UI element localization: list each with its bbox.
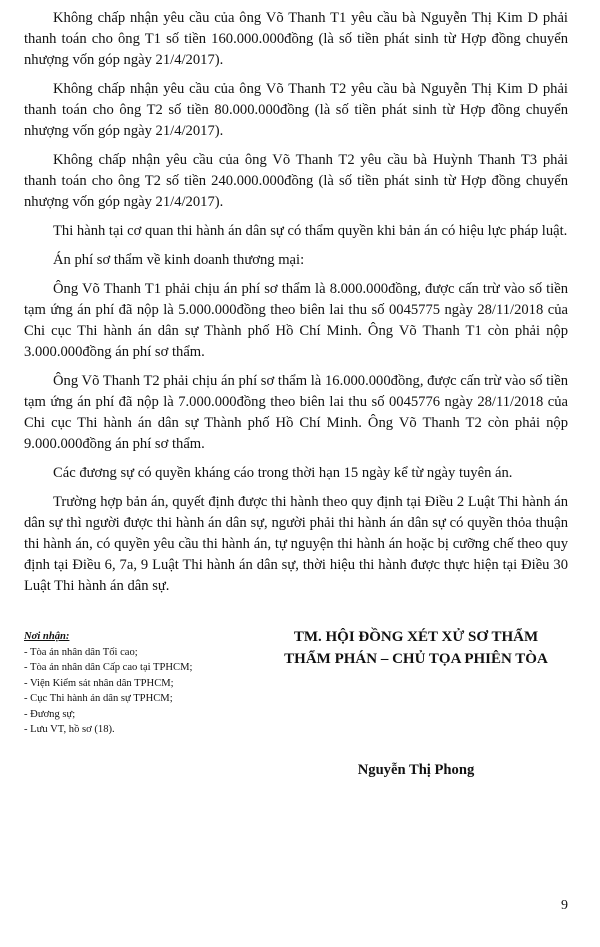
list-item: - Viện Kiểm sát nhân dân TPHCM; <box>24 677 174 689</box>
paragraph: Ông Võ Thanh T1 phải chịu án phí sơ thẩm là 8.000.000đồng, được cấn trừ vào số tiền tạm ứng án phí đã nộp là 5.000.000đồng theo biên lai thu số 0045775 ngày 28/11/2018 của Chi cục Thi hành án dân sự Thành phố Hồ Chí Minh. Ông Võ Thanh T1 còn phải nộp 3.000.000đồng án phí sơ thẩm. <box>24 281 568 360</box>
list-item: - Đương sự; <box>24 708 76 720</box>
paragraph: Án phí sơ thẩm về kinh doanh thương mại: <box>53 252 305 268</box>
paragraph: Không chấp nhận yêu cầu của ông Võ Thanh T1 yêu cầu bà Nguyễn Thị Kim D phải thanh toán cho ông T1 số tiền 160.000.000đồng (là số tiền phát sinh từ Hợp đồng chuyển nhượng vốn góp ngày 21/4/2017). <box>24 10 568 68</box>
paragraph: Không chấp nhận yêu cầu của ông Võ Thanh T2 yêu cầu bà Huỳnh Thanh T3 phải thanh toán cho ông T2 số tiền 240.000.000đồng (là số tiền phát sinh từ Hợp đồng chuyển nhượng vốn góp ngày 21/4/2017). <box>24 152 568 210</box>
paragraph: Ông Võ Thanh T2 phải chịu án phí sơ thẩm là 16.000.000đồng, được cấn trừ vào số tiền tạm ứng án phí đã nộp là 7.000.000đồng theo biên lai thu số 0045776 ngày 28/11/2018 của Chi cục Thi hành án dân sự Thành phố Hồ Chí Minh. Ông Võ Thanh T2 còn phải nộp 9.000.000đồng án phí sơ thẩm. <box>24 373 568 452</box>
list-item: - Cục Thi hành án dân sự TPHCM; <box>24 693 173 704</box>
page-number: 9 <box>561 898 568 913</box>
paragraph: Các đương sự có quyền kháng cáo trong thời hạn 15 ngày kể từ ngày tuyên án. <box>53 465 513 481</box>
recipients-list <box>24 645 264 738</box>
paragraph: Không chấp nhận yêu cầu của ông Võ Thanh T2 yêu cầu bà Nguyễn Thị Kim D phải thanh toán cho ông T2 số tiền 80.000.000đồng (là số tiền phát sinh từ Hợp đồng chuyển nhượng vốn góp ngày 21/4/2017). <box>24 81 568 139</box>
paragraph: Thi hành tại cơ quan thi hành án dân sự có thẩm quyền khi bản án có hiệu lực pháp luật. <box>53 223 568 239</box>
recipients-block <box>24 629 264 738</box>
signer-name: Nguyễn Thị Phong <box>357 762 475 778</box>
list-item: - Tòa án nhân dân Tối cao; <box>24 646 138 658</box>
recipients-title: Nơi nhận: <box>24 631 70 642</box>
list-item: - Lưu VT, hồ sơ (18). <box>24 724 115 735</box>
judgment-body <box>24 8 568 605</box>
list-item: - Tòa án nhân dân Cấp cao tại TPHCM; <box>24 662 193 673</box>
signature-block <box>256 626 576 670</box>
signature-role: THẨM PHÁN – CHỦ TỌA PHIÊN TÒA <box>284 651 548 667</box>
signature-title: TM. HỘI ĐỒNG XÉT XỬ SƠ THẨM <box>293 629 539 645</box>
paragraph: Trường hợp bản án, quyết định được thi hành theo quy định tại Điều 2 Luật Thi hành án dân sự thì người được thi hành án dân sự, người phải thi hành án dân sự có quyền thỏa thuận thi hành án, có quyền yêu cầu thi hành án, tự nguyện thi hành án hoặc bị cưỡng chế theo quy định tại Điều 6, 7a, 9 Luật Thi hành án dân sự, thời hiệu thi hành được thực hiện tại Điều 30 Luật Thi hành án dân sự. <box>24 494 568 594</box>
